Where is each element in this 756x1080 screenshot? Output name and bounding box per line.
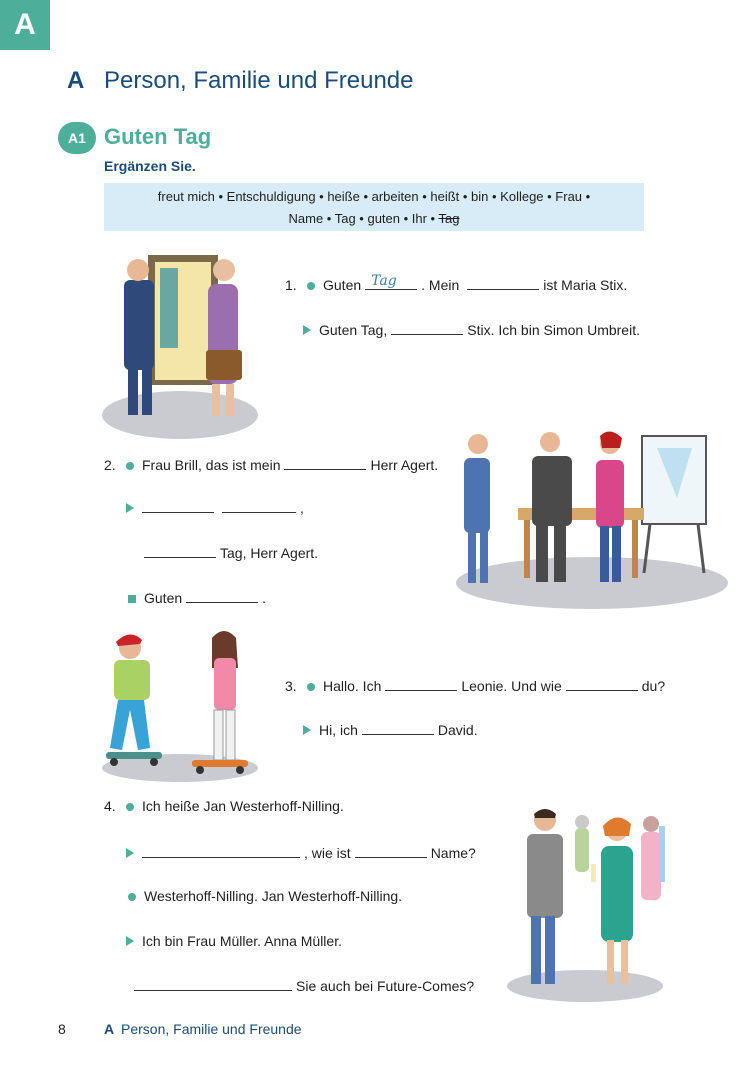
blank-field[interactable] <box>142 499 214 513</box>
dialogue4-line1 <box>104 798 344 814</box>
footer-chapter-title: Person, Familie und Freunde <box>121 1021 302 1037</box>
dialogue4-b-after: Name? <box>430 845 476 861</box>
blank-field[interactable] <box>467 276 539 290</box>
blank-field[interactable] <box>134 977 292 991</box>
dialogue1-a-after: ist Maria Stix. <box>543 277 628 293</box>
speaker-triangle-icon <box>303 325 311 335</box>
dialogue4-c: Westerhoff-Nilling. Jan Westerhoff-Nilling. <box>144 888 403 904</box>
dialogue2-c-after: Tag, Herr Agert. <box>220 545 319 561</box>
dialogue2-line3 <box>144 544 318 561</box>
blank-field[interactable] <box>284 456 366 470</box>
dialogue4-e-after: Sie auch bei Future-Comes? <box>296 978 475 994</box>
dialogue3-line2 <box>303 721 478 738</box>
dialogue1-a-mid: . Mein <box>421 277 460 293</box>
speaker-dot-icon <box>307 683 315 691</box>
blank-field[interactable] <box>566 677 638 691</box>
dialogue4-line2 <box>126 844 476 861</box>
dialogue4-a: Ich heiße Jan Westerhoff-Nilling. <box>142 798 344 814</box>
speaker-triangle-icon <box>303 725 311 735</box>
blank-field[interactable] <box>186 589 258 603</box>
struck-word: Tag <box>438 211 460 226</box>
dialogue1-a-before: Guten <box>323 277 362 293</box>
chapter-letter: A <box>67 67 85 94</box>
dialogue4-line4 <box>126 933 342 949</box>
footer-chapter-letter: A <box>104 1021 115 1037</box>
blank-field[interactable] <box>385 677 457 691</box>
dialogue4-number: 4. <box>104 798 116 814</box>
dialogue3-a-before: Hallo. Ich <box>323 678 382 694</box>
dialogue2-d-before: Guten <box>144 590 183 606</box>
dialogue2-a-before: Frau Brill, das ist mein <box>142 457 281 473</box>
dialogue2-a-after: Herr Agert. <box>370 457 439 473</box>
chapter-title: Person, Familie und Freunde <box>104 67 414 94</box>
dialogue3-b-after: David. <box>437 722 478 738</box>
dialogue1-b-before: Guten Tag, <box>319 322 388 338</box>
dialogue1-number: 1. <box>285 277 297 293</box>
exercise-instruction: Ergänzen Sie. <box>104 158 196 174</box>
illustration-handshake <box>100 250 260 440</box>
blank-field[interactable] <box>222 499 296 513</box>
page-number: 8 <box>58 1021 66 1037</box>
speaker-dot-icon <box>126 462 134 470</box>
dialogue4-line3 <box>124 888 402 904</box>
dialogue3-a-mid: Leonie. Und wie <box>461 678 562 694</box>
exercise-title: Guten Tag <box>104 124 212 149</box>
word-box-line2-text: Name • Tag • guten • Ihr • <box>288 211 439 226</box>
illustration-skateboarders <box>100 628 260 784</box>
speaker-triangle-icon <box>126 936 134 946</box>
speaker-triangle-icon <box>126 848 134 858</box>
handwritten-answer: Tag <box>371 273 397 289</box>
blank-field[interactable] <box>142 844 300 858</box>
word-box-line2 <box>104 208 644 230</box>
word-box <box>104 183 644 231</box>
section-tab: A <box>0 0 50 50</box>
blank-field[interactable] <box>144 544 216 558</box>
blank-field[interactable] <box>355 844 427 858</box>
speaker-triangle-icon <box>126 503 134 513</box>
dialogue2-line2 <box>126 499 304 516</box>
illustration-party <box>505 806 667 1004</box>
dialogue2-number: 2. <box>104 457 116 473</box>
dialogue2-d-after: . <box>262 590 267 606</box>
dialogue1-b-after: Stix. Ich bin Simon Umbreit. <box>467 322 640 338</box>
dialogue3-line1 <box>285 677 665 694</box>
speaker-dot-icon <box>128 893 136 901</box>
speaker-square-icon <box>128 595 136 603</box>
dialogue3-number: 3. <box>285 678 297 694</box>
illustration-meeting <box>452 428 728 610</box>
blank-field[interactable] <box>365 273 417 290</box>
speaker-dot-icon <box>307 282 315 290</box>
blank-field[interactable] <box>362 721 434 735</box>
dialogue3-b-before: Hi, ich <box>319 722 358 738</box>
speaker-dot-icon <box>126 803 134 811</box>
dialogue4-d: Ich bin Frau Müller. Anna Müller. <box>142 933 342 949</box>
word-box-line1: freut mich • Entschuldigung • heiße • arbeiten • heißt • bin • Kollege • Frau • <box>157 189 591 204</box>
blank-field[interactable] <box>391 321 463 335</box>
dialogue1-line1 <box>285 273 628 293</box>
dialogue1-line2 <box>303 321 640 338</box>
dialogue3-a-after: du? <box>641 678 666 694</box>
exercise-badge: A1 <box>58 122 96 154</box>
dialogue4-line5 <box>134 977 474 994</box>
dialogue2-b-after: , <box>300 500 304 516</box>
dialogue4-b-mid: , wie ist <box>304 845 351 861</box>
dialogue2-line4 <box>128 589 266 606</box>
dialogue2-line1 <box>104 456 438 473</box>
